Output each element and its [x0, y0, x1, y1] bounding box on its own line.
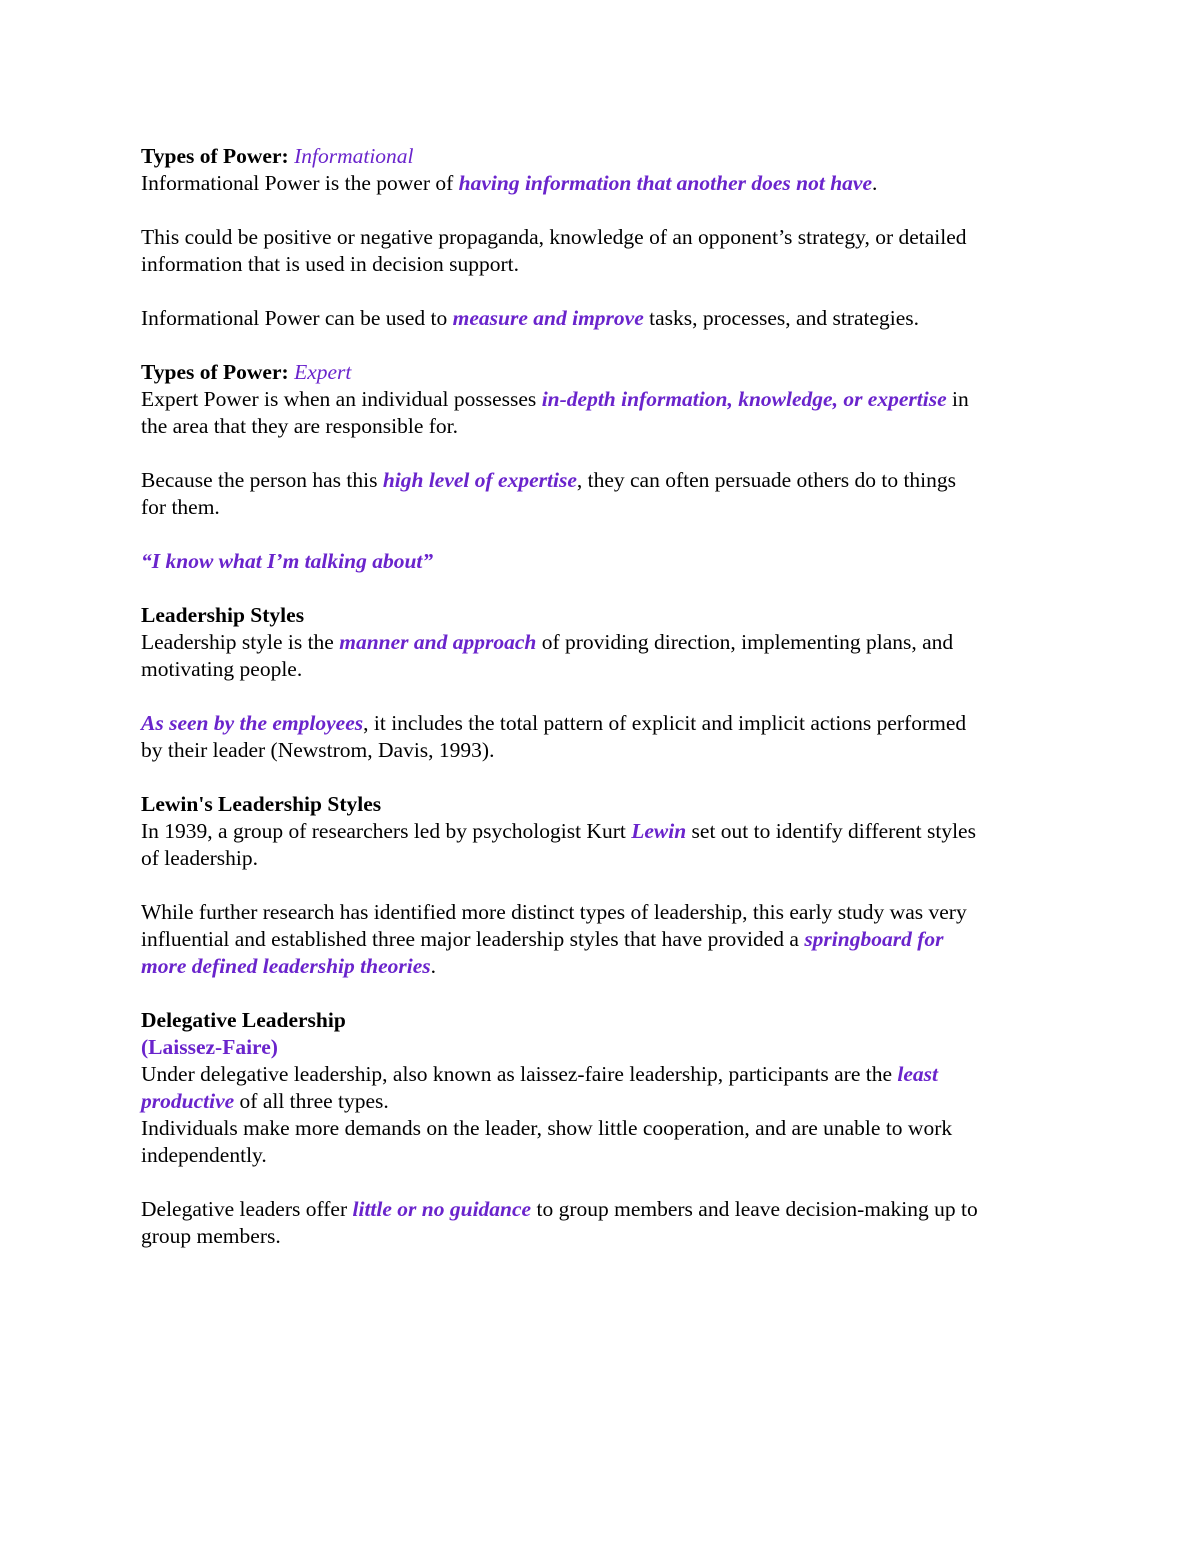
- heading-informational-power: [141, 143, 1071, 170]
- paragraph-line: [141, 629, 1071, 656]
- highlighted-text: measure and improve: [452, 306, 644, 330]
- text: Under delegative leadership, also known as laissez-faire leadership, participants are the: [141, 1062, 898, 1086]
- text: to group members and leave decision-making up to: [531, 1197, 978, 1221]
- text: influential and established three major leadership styles that have provided a: [141, 927, 805, 951]
- paragraph-line: [141, 710, 1071, 737]
- paragraph-line: for them.: [141, 495, 220, 519]
- text: set out to identify different styles: [686, 819, 976, 843]
- highlighted-text: springboard for: [804, 927, 944, 951]
- text: , they can often persuade others do to things: [576, 468, 957, 492]
- heading-prefix: Types of Power:: [141, 360, 289, 384]
- paragraph-line: [141, 1196, 1071, 1223]
- highlighted-text: As seen by the employees: [141, 711, 364, 735]
- paragraph-line: [141, 953, 1071, 980]
- paragraph-line: While further research has identified more distinct types of leadership, this early study was very: [141, 900, 967, 924]
- heading-lewins-leadership-styles: [141, 791, 1071, 818]
- paragraph-line: [141, 818, 1071, 845]
- paragraph-line: information that is used in decision support.: [141, 252, 519, 276]
- heading-text: Leadership Styles: [141, 603, 305, 627]
- paragraph-line: [141, 386, 1071, 413]
- quote: “I know what I’m talking about”: [141, 549, 434, 573]
- paragraph-line: This could be positive or negative propaganda, knowledge of an opponent’s strategy, or detailed: [141, 225, 967, 249]
- text: Informational Power can be used to: [141, 306, 453, 330]
- highlighted-text: manner and approach: [339, 630, 537, 654]
- text: in: [946, 387, 969, 411]
- text: Expert Power is when an individual possesses: [141, 387, 542, 411]
- heading-delegative-leadership: [141, 1007, 1071, 1034]
- heading-text: Delegative Leadership: [141, 1008, 346, 1032]
- highlighted-text: high level of expertise: [382, 468, 577, 492]
- highlighted-text: having information that another does not have: [458, 171, 872, 195]
- heading-text: Lewin's Leadership Styles: [141, 792, 382, 816]
- paragraph-line: Individuals make more demands on the leader, show little cooperation, and are unable to work: [141, 1116, 953, 1140]
- text: Because the person has this: [141, 468, 383, 492]
- text: In 1939, a group of researchers led by psychologist Kurt: [141, 819, 632, 843]
- paragraph-line: by their leader (Newstrom, Davis, 1993).: [141, 738, 495, 762]
- subheading-laissez-faire: (Laissez-Faire): [141, 1035, 278, 1059]
- text: of all three types.: [234, 1089, 389, 1113]
- text: .: [872, 171, 878, 195]
- document-body: [141, 143, 1071, 1250]
- paragraph-line: [141, 1088, 1071, 1115]
- paragraph-line: the area that they are responsible for.: [141, 414, 458, 438]
- text: Leadership style is the: [141, 630, 340, 654]
- paragraph-line: [141, 170, 1071, 197]
- paragraph-line: independently.: [141, 1143, 267, 1167]
- highlighted-text: little or no guidance: [352, 1197, 532, 1221]
- highlighted-text: more defined leadership theories: [141, 954, 431, 978]
- highlighted-text: least: [897, 1062, 938, 1086]
- paragraph-line: [141, 467, 1071, 494]
- paragraph-line: [141, 926, 1071, 953]
- text: Informational Power is the power of: [141, 171, 459, 195]
- heading-prefix: Types of Power:: [141, 144, 289, 168]
- heading-term: Expert: [294, 360, 352, 384]
- heading-leadership-styles: [141, 602, 1071, 629]
- text: , it includes the total pattern of explicit and implicit actions performed: [363, 711, 967, 735]
- paragraph-line: [141, 1061, 1071, 1088]
- paragraph-line: motivating people.: [141, 657, 303, 681]
- text: .: [430, 954, 437, 978]
- paragraph-line: [141, 305, 1071, 332]
- text: tasks, processes, and strategies.: [643, 306, 920, 330]
- heading-term: Informational: [294, 144, 414, 168]
- text: Delegative leaders offer: [141, 1197, 353, 1221]
- paragraph-line: of leadership.: [141, 846, 259, 870]
- text: of providing direction, implementing plans, and: [536, 630, 954, 654]
- highlighted-text: in-depth information, knowledge, or expertise: [541, 387, 947, 411]
- highlighted-text: Lewin: [631, 819, 687, 843]
- paragraph-line: group members.: [141, 1224, 281, 1248]
- highlighted-text: productive: [141, 1089, 235, 1113]
- heading-expert-power: [141, 359, 1071, 386]
